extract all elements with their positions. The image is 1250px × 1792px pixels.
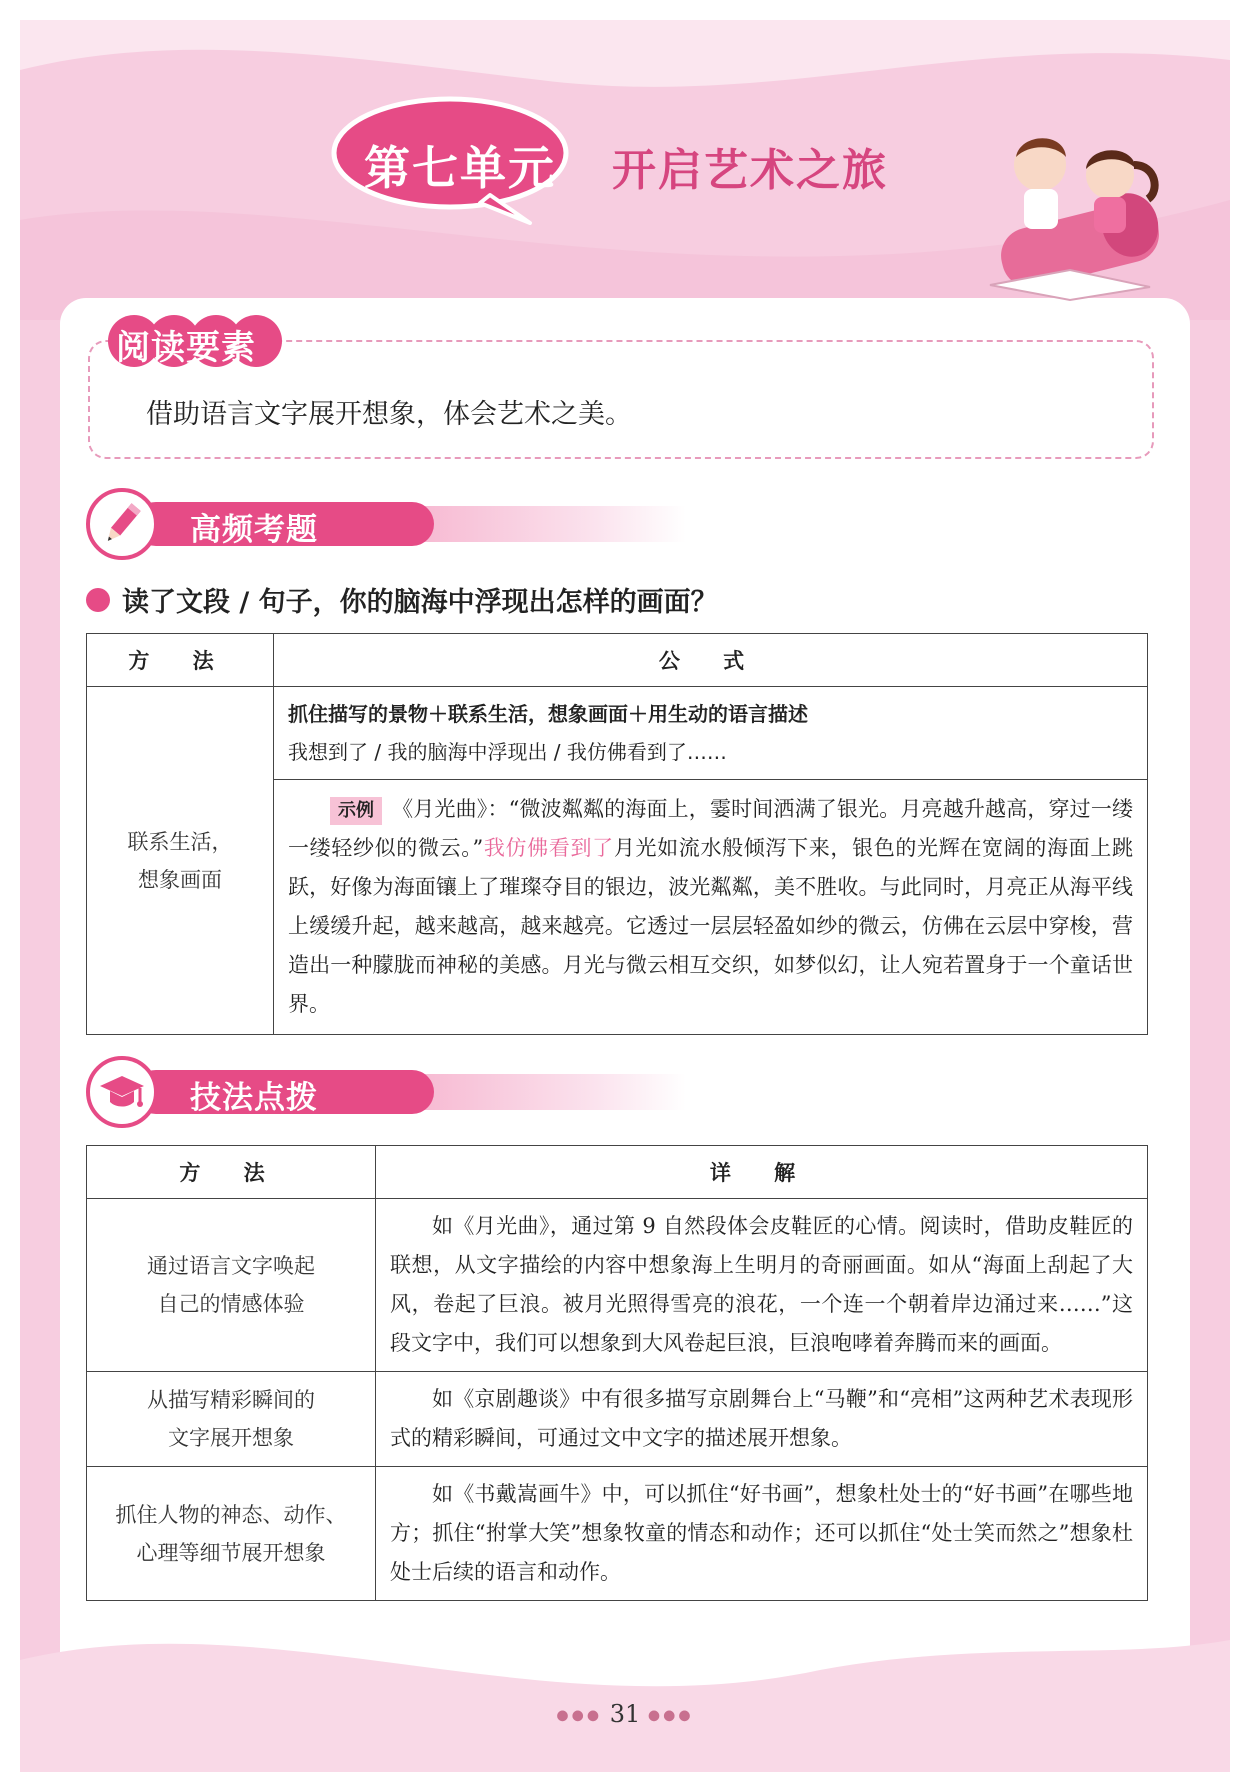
formula-table-header-method: 方 法 (87, 634, 274, 687)
pencil-icon (100, 500, 144, 548)
example-highlight: 我仿佛看到了 (483, 836, 614, 860)
table-row (87, 1372, 1148, 1467)
formula-table-method: 联系生活， 想象画面 (87, 687, 274, 1035)
page-number-text: 31 (609, 1700, 641, 1728)
section-frequent-label: 高频考题 (190, 512, 318, 548)
skills-table (86, 1145, 1148, 1601)
skills-detail: 如《书戴嵩画牛》中，可以抓住“好书画”，想象杜处士的“好书画”在哪些地方；抓住“拊掌大笑”想象牧童的情态和动作；还可以抓住“处士笑而然之”想象杜处士后续的语言和动作。 (376, 1467, 1148, 1601)
table-row (87, 1199, 1148, 1372)
skills-table-header-detail: 详 解 (376, 1146, 1148, 1199)
formula-table-header-formula: 公 式 (274, 634, 1148, 687)
question-text: 读了文段 / 句子，你的脑海中浮现出怎样的画面？ (122, 587, 718, 618)
skills-detail: 如《京剧趣谈》中有很多描写京剧舞台上“马鞭”和“亮相”这两种艺术表现形式的精彩瞬间，可通过文中文字的描述展开想象。 (376, 1372, 1148, 1467)
formula-line-2: 我想到了 / 我的脑海中浮现出 / 我仿佛看到了…… (288, 740, 727, 764)
formula-table (86, 633, 1148, 1035)
reading-focus-label: 阅读要素 (116, 328, 256, 368)
section-skills-label: 技法点拨 (190, 1080, 318, 1116)
formula-cell (274, 687, 1148, 780)
unit-label: 第七单元 (364, 141, 556, 195)
skills-method: 从描写精彩瞬间的 文字展开想象 (87, 1372, 376, 1467)
footer-wave-decoration (20, 1600, 1230, 1772)
section-frequent-header (86, 488, 686, 560)
skills-method: 通过语言文字唤起 自己的情感体验 (87, 1199, 376, 1372)
example-rest: 月光如流水般倾泻下来，银色的光辉在宽阔的海面上跳跃，好像为海面镶上了璀璨夺目的银边，波光粼粼，美不胜收。与此同时，月亮正从海平线上缓缓升起，越来越高，越来越亮。它透过一层层轻盈如纱的微云，仿佛在云层中穿梭，营造出一种朦胧而神秘的美感。月光与微云相互交织，如梦似幻，让人宛若置身于一个童话世界。 (288, 836, 1133, 1016)
example-tag: 示例 (330, 797, 382, 825)
example-quote: 《月光曲》：“微波粼粼的海面上，霎时间洒满了银光。月亮越升越高，穿过一缕一缕轻纱似的微云。” (288, 797, 1133, 860)
page-number (0, 1700, 1250, 1728)
skills-detail: 如《月光曲》，通过第 9 自然段体会皮鞋匠的心情。阅读时，借助皮鞋匠的联想，从文字描绘的内容中想象海上生明月的奇丽画面。如从“海面上刮起了大风，卷起了巨浪。被月光照得雪亮的浪花，一个连一个朝着岸边涌过来……”这段文字中，我们可以想象到大风卷起巨浪，巨浪咆哮着奔腾而来的画面。 (376, 1199, 1148, 1372)
section-skills-header (86, 1056, 686, 1128)
dots-decoration-right: ●●● (647, 1707, 694, 1724)
example-cell (274, 780, 1148, 1035)
skills-method: 抓住人物的神态、动作、 心理等细节展开想象 (87, 1467, 376, 1601)
graduation-cap-icon (98, 1072, 146, 1112)
question-bullet-icon (86, 588, 110, 612)
children-illustration (980, 95, 1180, 305)
unit-title: 开启艺术之旅 (612, 145, 888, 196)
dots-decoration-left: ●●● (556, 1707, 603, 1724)
table-row (87, 1467, 1148, 1601)
formula-line-1: 抓住描写的景物＋联系生活，想象画面＋用生动的语言描述 (288, 702, 808, 726)
skills-table-header-method: 方 法 (87, 1146, 376, 1199)
reading-focus-text: 借助语言文字展开想象，体会艺术之美。 (146, 399, 632, 430)
